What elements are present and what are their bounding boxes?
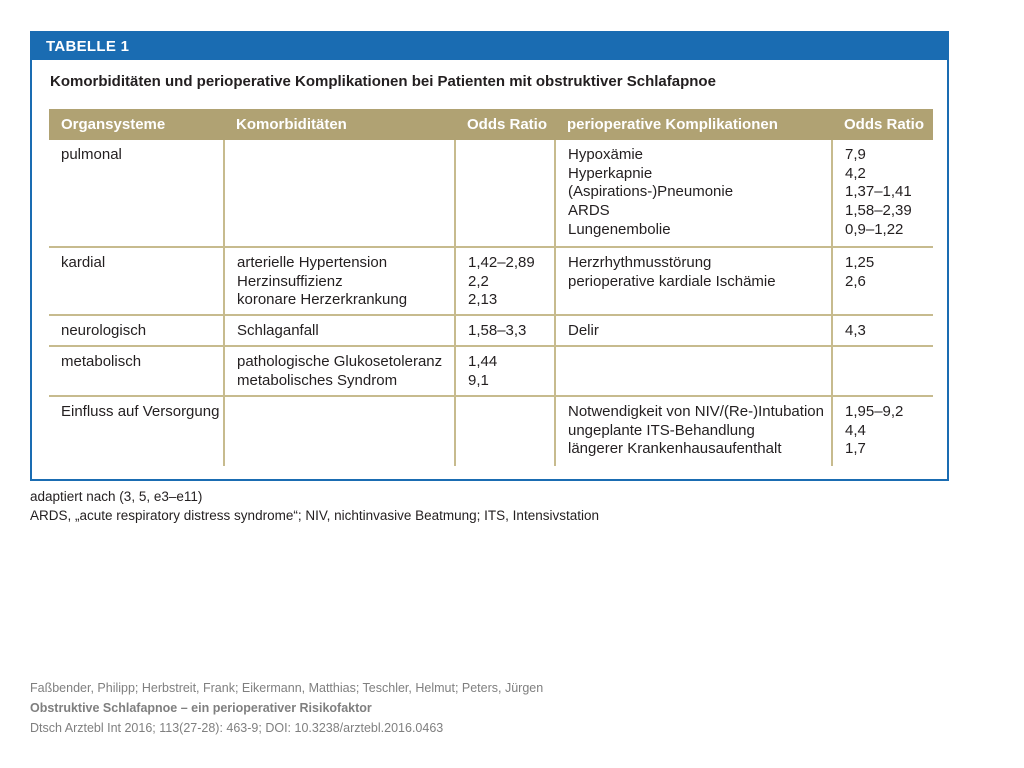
citation xyxy=(30,678,543,738)
complication-or-line: 4,2 xyxy=(845,164,866,182)
organ-cell: pulmonal xyxy=(49,140,224,247)
comorbidity-line: arterielle Hypertension xyxy=(237,254,388,271)
organ-cell: metabolisch xyxy=(49,346,224,396)
complication-or-line: 7,9 xyxy=(845,146,866,163)
complication-or-cell xyxy=(832,346,933,396)
complication-line: Hyperkapnie xyxy=(568,164,653,182)
complication-or-cell xyxy=(832,247,933,315)
table-header-row xyxy=(49,109,933,140)
table-figure xyxy=(30,31,949,481)
complication-or-line: 1,58–2,39 xyxy=(845,202,912,220)
complication-or-line: 4,3 xyxy=(845,322,866,339)
complication-or-line: 2,6 xyxy=(845,272,866,290)
citation-authors: Faßbender, Philipp; Herbstreit, Frank; Eikermann, Matthias; Teschler, Helmut; Peters, Jürgen xyxy=(30,681,544,695)
comorbidity-or-line: 1,44 xyxy=(468,353,498,370)
complication-line: perioperative kardiale Ischämie xyxy=(568,272,776,290)
comorbidities-cell xyxy=(224,346,455,396)
complication-line: ARDS xyxy=(568,202,610,220)
comorbidity-or-line: 2,13 xyxy=(468,291,498,309)
citation-title: Obstruktive Schlafapnoe – ein perioperativer Risikofaktor xyxy=(30,701,372,715)
complication-line: Hypoxämie xyxy=(568,146,644,163)
comorbidities-cell xyxy=(224,396,455,466)
complication-line: Notwendigkeit von NIV/(Re-)Intubation xyxy=(568,403,824,420)
table-row xyxy=(49,346,933,396)
comorbidities-cell xyxy=(224,247,455,315)
complications-cell xyxy=(555,247,832,315)
complication-or-line: 1,25 xyxy=(845,254,875,271)
complications-cell xyxy=(555,396,832,466)
complication-line: Lungenembolie xyxy=(568,220,671,238)
complications-cell xyxy=(555,140,832,247)
comorbidity-or-cell xyxy=(455,140,555,247)
complication-or-cell xyxy=(832,140,933,247)
table-caption: Komorbiditäten und perioperative Komplikationen bei Patienten mit obstruktiver Schlafapnoe xyxy=(50,73,716,90)
column-header-comorbidities: Komorbiditäten xyxy=(224,109,455,140)
complication-or-cell xyxy=(832,315,933,346)
comorbidity-or-cell xyxy=(455,396,555,466)
column-header-complication-or: Odds Ratio xyxy=(832,109,933,140)
comorbidity-or-line: 1,58–3,3 xyxy=(468,322,527,339)
organ-cell: neurologisch xyxy=(49,315,224,346)
comorbidity-line: Herzinsuffizienz xyxy=(237,272,343,290)
data-table xyxy=(49,109,933,466)
complications-cell xyxy=(555,315,832,346)
comorbidity-or-cell xyxy=(455,315,555,346)
comorbidity-or-cell xyxy=(455,247,555,315)
complication-line: Delir xyxy=(568,322,599,339)
complication-or-line: 0,9–1,22 xyxy=(845,220,904,238)
organ-cell: kardial xyxy=(49,247,224,315)
table-row xyxy=(49,140,933,247)
table-row xyxy=(49,315,933,346)
complication-or-cell xyxy=(832,396,933,466)
complication-or-line: 1,37–1,41 xyxy=(845,183,912,201)
organ-cell: Einfluss auf Versorgung xyxy=(61,403,220,420)
footnote-source: adaptiert nach (3, 5, e3–e11) xyxy=(30,489,203,504)
comorbidity-line: metabolisches Syndrom xyxy=(237,371,398,389)
footnotes xyxy=(30,487,599,525)
complication-line: (Aspirations-)Pneumonie xyxy=(568,183,734,201)
comorbidity-or-line: 1,42–2,89 xyxy=(468,254,535,271)
complication-or-line: 1,7 xyxy=(845,440,866,458)
comorbidity-or-line: 2,2 xyxy=(468,272,489,290)
complication-or-line: 4,4 xyxy=(845,421,866,439)
complication-line: Herzrhythmusstörung xyxy=(568,254,712,271)
comorbidity-line: Schlaganfall xyxy=(237,322,319,339)
complication-line: ungeplante ITS-Behandlung xyxy=(568,421,755,439)
table-row xyxy=(49,396,933,466)
column-header-complications: perioperative Komplikationen xyxy=(555,109,832,140)
comorbidities-cell xyxy=(224,140,455,247)
column-header-organ: Organsysteme xyxy=(49,109,224,140)
complication-or-line: 1,95–9,2 xyxy=(845,403,904,420)
column-header-comorbidity-or: Odds Ratio xyxy=(455,109,555,140)
comorbidity-line: pathologische Glukosetoleranz xyxy=(237,353,443,370)
table-row xyxy=(49,247,933,315)
complications-cell xyxy=(555,346,832,396)
citation-reference: Dtsch Arztebl Int 2016; 113(27-28): 463-9; DOI: 10.3238/arztebl.2016.0463 xyxy=(30,721,444,735)
table-label: TABELLE 1 xyxy=(32,33,947,60)
comorbidities-cell xyxy=(224,315,455,346)
comorbidity-or-line: 9,1 xyxy=(468,371,489,389)
comorbidity-or-cell xyxy=(455,346,555,396)
comorbidity-line: koronare Herzerkrankung xyxy=(237,291,408,309)
complication-line: längerer Krankenhausaufenthalt xyxy=(568,440,782,458)
footnote-abbreviations: ARDS, „acute respiratory distress syndrome“; NIV, nichtinvasive Beatmung; ITS, Intensivstation xyxy=(30,508,599,523)
